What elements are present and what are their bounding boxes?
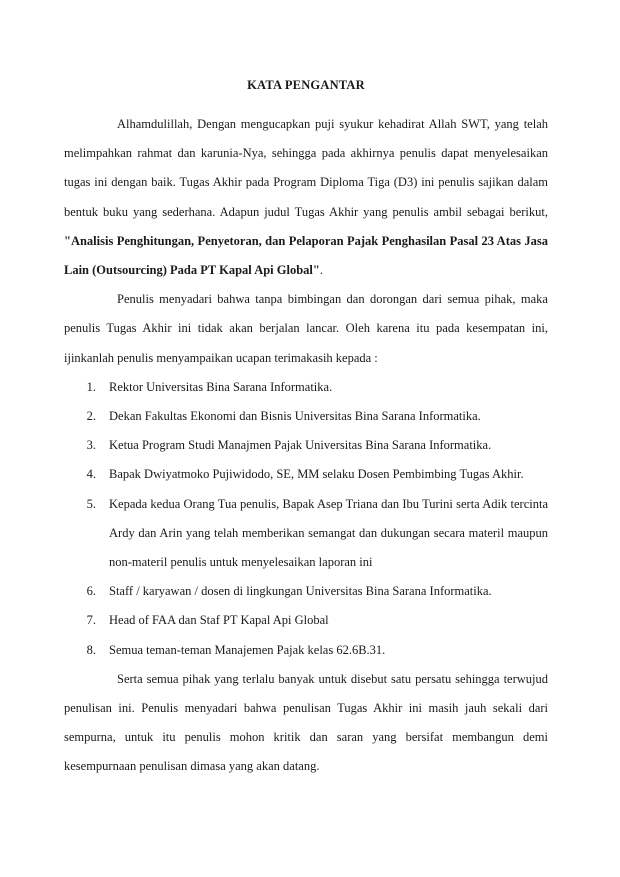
list-item — [64, 606, 548, 635]
list-item-number: 5. — [86, 496, 96, 511]
list-item-number: 4. — [86, 467, 96, 482]
thesis-title: "Analisis Penghitungan, Penyetoran, dan Pelaporan Pajak Penghasilan Pasal 23 Atas Jasa Lain (Outsourcing) Pada PT Kapal Api Global" — [64, 233, 548, 278]
list-item-text: Head of FAA dan Staf PT Kapal Api Global — [109, 613, 329, 628]
list-item-text: Semua teman-teman Manajemen Pajak kelas 62.6B.31. — [109, 642, 386, 657]
list-item-text: Bapak Dwiyatmoko Pujiwidodo, SE, MM selaku Dosen Pembimbing Tugas Akhir. — [109, 467, 524, 482]
list-item-number: 1. — [86, 379, 96, 394]
list-item-number: 3. — [86, 438, 96, 453]
list-item-number: 7. — [86, 613, 96, 628]
list-item-number: 6. — [86, 584, 96, 599]
paragraph-intro-text: Alhamdulillah, Dengan mengucapkan puji syukur kehadirat Allah SWT, yang telah melimpahkan rahmat dan karunia-Nya, sehingga pada akhirnya penulis dapat menyelesaikan tugas ini dengan baik. Tugas Akhir pada Program Diploma Tiga (D3) ini penulis sajikan dalam bentuk buku yang sederhana. Adapun judul Tugas Akhir yang penulis ambil sebagai berikut, — [64, 117, 548, 219]
list-item — [64, 373, 548, 402]
list-item — [64, 431, 548, 460]
list-item — [64, 577, 548, 606]
paragraph-intro-end: . — [319, 263, 323, 278]
list-item-text: Rektor Universitas Bina Sarana Informatika. — [109, 379, 333, 394]
thanks-list — [64, 373, 548, 665]
paragraph-closing: Serta semua pihak yang terlalu banyak untuk disebut satu persatu sehingga terwujud penulisan ini. Penulis menyadari bahwa penulisan Tugas Akhir ini masih jauh sekali dari sempurna, untuk itu penulis mohon kritik dan saran yang bersifat membangun demi kesempurnaan penulisan dimasa yang akan datang. — [64, 671, 548, 774]
list-item — [64, 490, 548, 578]
list-item — [64, 460, 548, 489]
paragraph-acknowledgement: Penulis menyadari bahwa tanpa bimbingan dan dorongan dari semua pihak, maka penulis Tugas Akhir ini tidak akan berjalan lancar. Oleh karena itu pada kesempatan ini, ijinkanlah penulis menyampaikan ucapan terimakasih kepada : — [64, 292, 548, 365]
paragraph-intro — [64, 110, 548, 285]
list-item-text: Kepada kedua Orang Tua penulis, Bapak Asep Triana dan Ibu Turini serta Adik tercinta Ardy dan Arin yang telah memberikan semangat dan dukungan secara materil maupun non-materil penulis untuk menyelesaikan laporan ini — [109, 496, 548, 570]
page-title: KATA PENGANTAR — [247, 78, 365, 92]
list-item-text: Dekan Fakultas Ekonomi dan Bisnis Universitas Bina Sarana Informatika. — [109, 409, 481, 424]
list-item-text: Ketua Program Studi Manajmen Pajak Universitas Bina Sarana Informatika. — [109, 438, 492, 453]
list-item — [64, 402, 548, 431]
list-item-text: Staff / karyawan / dosen di lingkungan Universitas Bina Sarana Informatika. — [109, 584, 492, 599]
list-item-number: 2. — [86, 409, 96, 424]
list-item — [64, 636, 548, 665]
list-item-number: 8. — [86, 642, 96, 657]
